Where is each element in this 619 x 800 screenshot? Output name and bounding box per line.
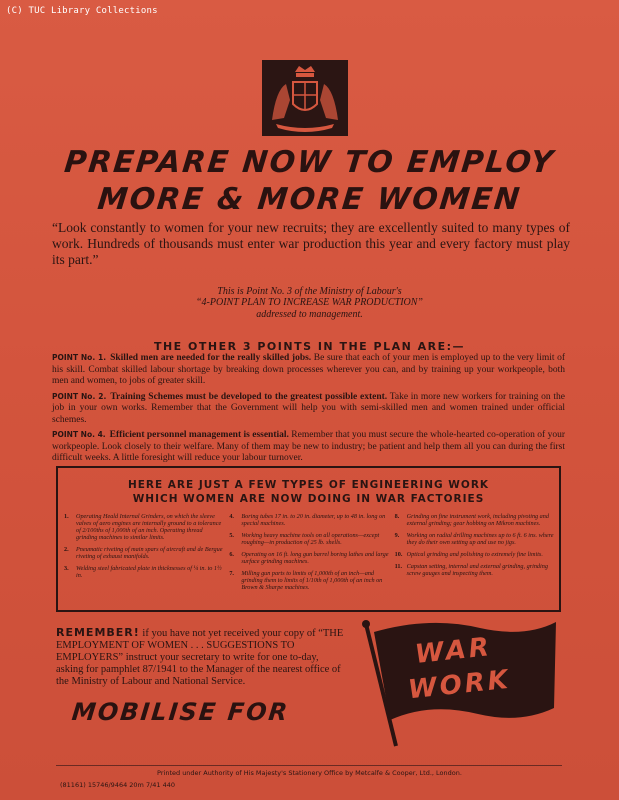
point-label: POINT No. 2. [52, 391, 107, 401]
job-number: 8. [394, 513, 400, 520]
plan-point [52, 391, 565, 427]
job-item [229, 532, 388, 546]
headline-line-2: MORE & MORE WOMEN [95, 182, 524, 217]
point-label: POINT No. 4. [52, 430, 106, 439]
collection-credit: (C) TUC Library Collections [6, 6, 158, 16]
ministry-quote: “Look constantly to women for your new recruits; they are excellently suited to many types of work. Hundreds of thousands must enter war production this year and every factory must play its part.” [52, 220, 570, 267]
jobs-columns [64, 513, 554, 596]
print-code: (81161) 15746/9464 20m 7/41 440 [60, 781, 176, 789]
job-text: Working heavy machine tools on all operations—except roughing—in production of 25 lb. shells. [241, 532, 380, 546]
job-number: 5. [229, 532, 234, 539]
point-body: Be sure that each of your men is employed up to the very limit of his skill. Combat skilled labour shortage by breaking down processes wherever you can, and by training up your workpeople, both men and women, to jobs of greater skill. [52, 353, 566, 386]
jobs-box-title-2: WHICH WOMEN ARE NOW DOING IN WAR FACTORIES [132, 493, 485, 505]
job-item [229, 513, 388, 527]
job-number: 7. [229, 570, 234, 577]
jobs-box-title-1: HERE ARE JUST A FEW TYPES OF ENGINEERING WORK [127, 479, 490, 491]
plan-note-line-1: This is Point No. 3 of the Ministry of Labour's [217, 286, 402, 297]
job-number: 3. [64, 565, 69, 572]
plan-point [52, 352, 565, 388]
job-number: 4. [229, 513, 234, 520]
point-lead: Skilled men are needed for the really skilled jobs. [110, 353, 312, 363]
job-text: Working on radial drilling machines up to 6 ft. 6 ins. where they do their own setting up and use no jigs. [406, 532, 554, 546]
job-item [64, 513, 223, 541]
remember-text: if you have not yet received your copy of “THE EMPLOYMENT OF WOMEN . . . SUGGESTIONS TO EMPLOYERS” instruct your secretary to write for one to-day, asking for pamphlet 87/1941 to the Manager of the nearest office of the Ministry of Labour and National Service. [56, 628, 344, 687]
job-text: Capstan setting, internal and external grinding, grinding screw gauges and inspecting them. [406, 563, 548, 577]
headline-line-1: PREPARE NOW TO EMPLOY [62, 145, 557, 180]
job-item [229, 570, 388, 591]
flag-word-war: WAR [413, 632, 494, 670]
jobs-column [64, 513, 223, 596]
royal-coat-of-arms-icon [262, 60, 348, 136]
job-text: Optical grinding and polishing to extremely fine limits. [406, 551, 543, 558]
engineering-jobs-box [56, 466, 561, 612]
job-text: Operating on 16 ft. long gun barrel boring lathes and large surface grinding machines. [241, 551, 389, 565]
job-item [395, 513, 554, 527]
remember-notice [56, 627, 346, 688]
plan-note-line-2: “4-POINT PLAN TO INCREASE WAR PRODUCTION” [195, 297, 423, 308]
point-label: POINT No. 1. [52, 353, 107, 362]
plan-point [52, 429, 565, 465]
job-text: Milling gun parts to limits of 1,000th of an inch—and grinding them to limits of 1/10th of 1,000th of an inch on Brown & Sharpe machines. [241, 570, 383, 591]
job-item [64, 546, 223, 560]
point-body: Remember that you must secure the whole-hearted co-operation of your workpeople. Look closely to their welfare. Many of them may be new to industry; be patient and help them all you can during the first difficult weeks. A little foresight will reduce your labour turnover. [52, 430, 566, 463]
job-number: 9. [394, 532, 400, 539]
job-number: 6. [229, 551, 234, 558]
job-number: 1. [64, 513, 69, 520]
jobs-column [395, 513, 554, 596]
job-item [395, 551, 554, 558]
job-text: Grinding on fine instrument work, including pivoting and external grinding; gear hobbing on Mikron machines. [406, 513, 549, 527]
job-text: Welding steel fabricated plate in thicknesses of ¼ in. to 1½ in. [76, 565, 222, 579]
job-item [64, 565, 223, 579]
job-number: 10. [394, 551, 403, 558]
printer-imprint: Printed under Authority of His Majesty's Stationery Office by Metcalfe & Cooper, Ltd., London. [157, 769, 462, 777]
job-number: 2. [64, 546, 69, 553]
point-body: Take in more new workers for training on the job in your own works. Remember that the Government will help you with semi-skilled men and women trained under official schemes. [52, 391, 565, 425]
point-lead: Efficient personnel management is essential. [109, 430, 289, 440]
mobilise-slogan: MOBILISE FOR [70, 698, 291, 726]
point-lead: Training Schemes must be developed to the greatest possible extent. [110, 391, 388, 402]
job-item [229, 551, 388, 565]
job-item [395, 532, 554, 546]
jobs-column [229, 513, 388, 596]
plan-note-line-3: addressed to management. [256, 309, 363, 320]
footer-divider [56, 765, 562, 766]
job-text: Boring tubes 17 in. to 20 in. diameter, up to 48 in. long on special machines. [241, 513, 386, 527]
job-text: Operating Heald Internal Grinders, on which the sleeve valves of aero engines are internally ground to a tolerance of 2/100ths of 1,000th of an inch. Operating thread grinding machines to similar limits. [76, 513, 222, 541]
other-points-heading: THE OTHER 3 POINTS IN THE PLAN ARE:— [153, 340, 466, 353]
job-number: 11. [394, 563, 403, 570]
job-text: Pneumatic riveting of main spars of aircraft and de Bergue riveting of exhaust manifolds. [76, 546, 223, 560]
plan-points-list [52, 352, 565, 468]
war-work-flag [360, 610, 560, 750]
job-item [395, 563, 554, 577]
flag-word-work: WORK [406, 664, 513, 706]
remember-lead: REMEMBER! [56, 626, 140, 639]
